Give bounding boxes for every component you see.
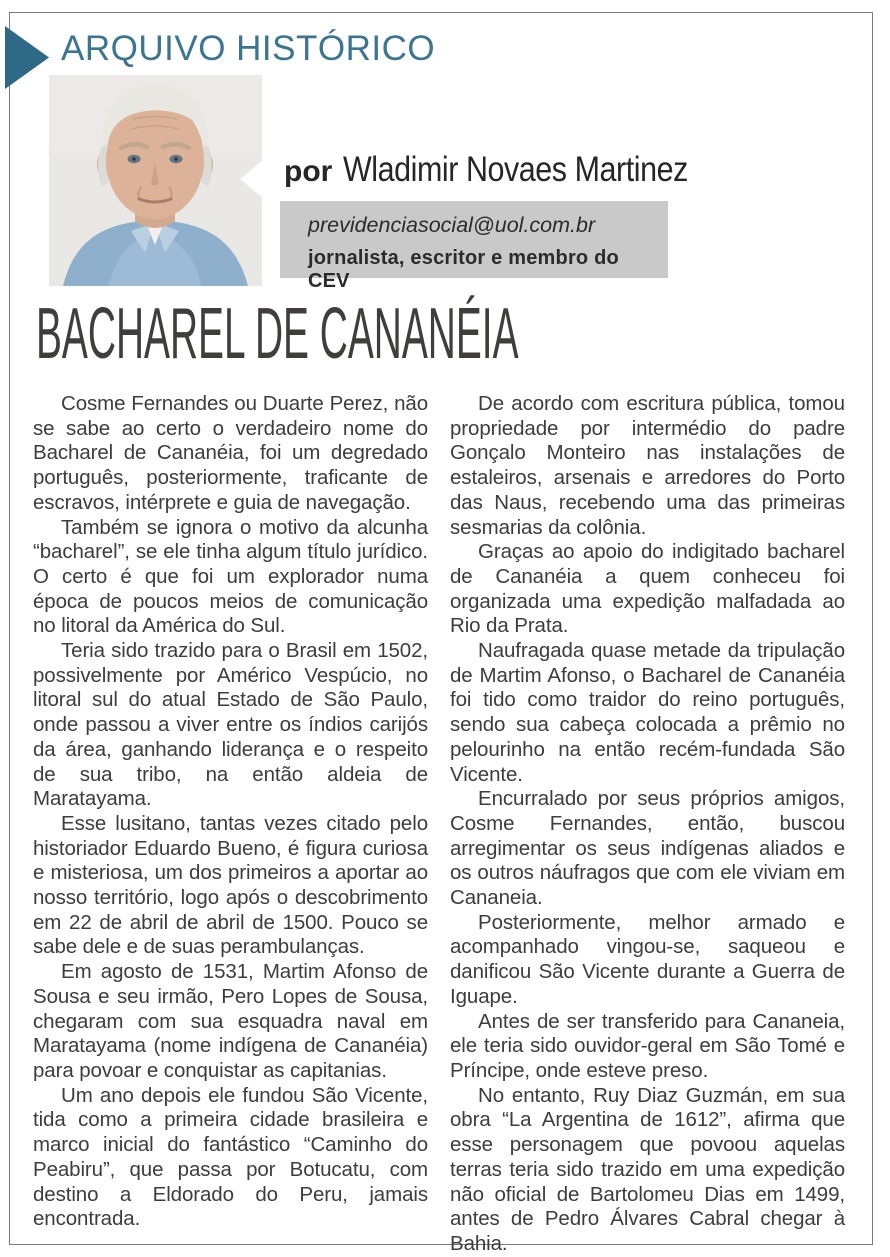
byline-prefix: por — [284, 155, 333, 188]
author-name: Wladimir Novaes Martinez — [343, 150, 689, 189]
article-paragraph: Também se ignora o motivo da alcunha “bacharel”, se ele tinha algum título jurídico. O certo é que foi um explorador numa época de poucos meios de comunicação no litoral da América do Sul. — [33, 515, 428, 638]
article-column-1 — [33, 392, 428, 1257]
article-column-2 — [450, 392, 845, 1257]
author-photo — [49, 75, 262, 286]
author-role: jornalista, escritor e membro do CEV — [308, 247, 619, 292]
article-title: BACHAREL DE CANANÉIA — [36, 294, 519, 374]
author-portrait-illustration — [49, 75, 262, 286]
article-paragraph: Naufragada quase metade da tripulação de Martim Afonso, o Bacharel de Cananéia foi tido como traidor do reino português, sendo sua cabeça colocada a prêmio no pelourinho na então recém-fundada São Vicente. — [450, 639, 845, 786]
article-paragraph: Esse lusitano, tantas vezes citado pelo historiador Eduardo Bueno, é figura curiosa e misteriosa, um dos primeiros a aportar ao nosso território, logo após o descobrimento em 22 de abril de abril de 1500. Pouco se sabe dele e de suas perambulanças. — [33, 811, 428, 959]
article-paragraph: Antes de ser transferido para Cananeia, ele teria sido ouvidor-geral em São Tomé e Príncipe, onde esteve preso. — [450, 1009, 845, 1082]
section-title: ARQUIVO HISTÓRICO — [61, 29, 436, 68]
article-paragraph: De acordo com escritura pública, tomou propriedade por intermédio do padre Gonçalo Monteiro nas instalações de estaleiros, arsenais e arredores do Porto das Naus, recebendo uma das primeiras sesmarias da colônia. — [450, 392, 845, 539]
author-info-box — [280, 201, 668, 292]
article-paragraph: No entanto, Ruy Diaz Guzmán, em sua obra “La Argentina de 1612”, afirma que esse personagem que povoou aquelas terras teria sido trazido em uma expedição não oficial de Bartolomeu Dias em 1499, antes de Pedro Álvares Cabral chegar à Bahia. — [450, 1083, 845, 1255]
byline — [284, 150, 740, 190]
article-paragraph: Em agosto de 1531, Martim Afonso de Sousa e seu irmão, Pero Lopes de Sousa, chegaram com sua esquadra naval em Maratayama (nome indígena de Cananéia) para povoar e conquistar as capitanias. — [33, 960, 428, 1082]
article-paragraph: Graças ao apoio do indigitado bacharel de Cananéia a quem conheceu foi organizada uma expedição malfadada ao Rio da Prata. — [450, 540, 845, 638]
article-paragraph: Teria sido trazido para o Brasil em 1502, possivelmente por Américo Vespúcio, no litoral sul do atual Estado de São Paulo, onde passou a viver entre os índios carijós da área, ganhando liderança e o respeito de sua tribo, na então aldeia de Maratayama. — [33, 639, 428, 811]
article-paragraph: Cosme Fernandes ou Duarte Perez, não se sabe ao certo o verdadeiro nome do Bacharel de Cananéia, foi um degredado português, posteriormente, traficante de escravos, intérprete e guia de navegação. — [33, 392, 428, 514]
author-email: previdenciasocial@uol.com.br — [308, 213, 596, 237]
article-paragraph: Encurralado por seus próprios amigos, Cosme Fernandes, então, buscou arregimentar os seus indígenas aliados e os outros náufragos que com ele viviam em Cananeia. — [450, 787, 845, 910]
article-columns — [33, 392, 845, 1257]
article-paragraph: Posteriormente, melhor armado e acompanhado vingou-se, saqueou e danificou São Vicente durante a Guerra de Iguape. — [450, 910, 845, 1008]
article-paragraph: Um ano depois ele fundou São Vicente, tida como a primeira cidade brasileira e marco inicial do fantástico “Caminho do Peabiru”, que passa por Botucatu, com destino a Eldorado do Peru, jamais encontrada. — [33, 1083, 428, 1231]
photo-speech-notch — [240, 160, 263, 198]
